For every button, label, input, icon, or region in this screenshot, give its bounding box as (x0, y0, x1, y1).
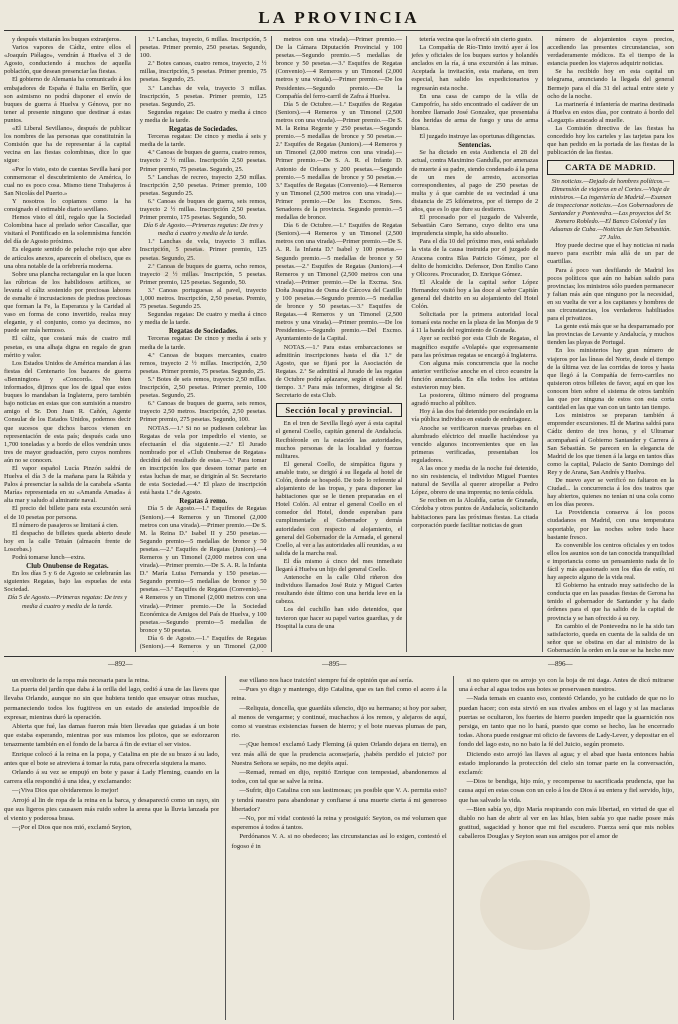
paragraph: 2.ª Botes canoas, cuatro remos, trayecto, 2 ½ millas, inscripción, 5 pesetas. Primer premio, 75 pesetas. Segundo, 25. (139, 60, 267, 84)
paragraph: El Gobierno ha entrado muy satisfecho de la conducta que en las pasadas fiestas de Gerona ha tenido el gobernador de Santander y ha dado órdenes para el que ha salido de la capital de provincia y se han ofrecido á su rey. (547, 582, 674, 622)
paragraph: En cambio el de Pontevedra no le ha sido tan satisfactorio, queda en cuenta de la salida de un señor que se obstina en dar al ministro de la Gobernación la orden en la que se ha hecho muy (547, 622, 674, 652)
paragraph: Se ha dictado en esta Audiencia el 28 del actual, contra Maximino Gandulla, por amenazas de muerte á su padre, siendo condenado á la pena de un mes de arresto, accesorias correspondientes, al pago de 250 pesetas de multa y á que cambie de su vecindad á una distancia de 25 kilómetros, por el tiempo de 2 años, que es lo que dure su destierro. (411, 149, 539, 213)
paragraph: 1.ª Lanchas de vela, trayecto 3 millas. Inscripción, 5 pesetas. Primer premio, 125 pesetas. Segundo, 25. (139, 238, 267, 262)
paragraph: Para á poco van desfilando de Madrid los pocos políticos que aún no habían salido para provincias; los ministros sólo pueden permanecer y faltan más aún que ninguno por la necesidad, en su vuelta de ver a los capitanes y hombres de sus circunstancias, los verdaderos habilitados para el privatizos. (547, 266, 674, 323)
paragraph: Segundas regatas: De cuatro y media á cinco y media de la tarde. (139, 311, 267, 327)
upper-section (4, 36, 674, 652)
paragraph: La marinería é infantería de marina destinada á Huelva en estos días, por contrato á bordo del «Legazpi» atracado al muelle. (547, 100, 674, 124)
paragraph: En una casa de campo de la villa de Campofrío, ha sido encontrado el cadáver de un hombre llamado José Gonzalez, que presentaba dos heridas de arma de fuego y una de arma blanca. (411, 92, 539, 133)
section-heading: Club Onubense de Regatas. (26, 562, 109, 571)
paragraph: Se reciben en la Alcaldía, cartas de Granada, Córdoba y otros puntos de Andalucía, solicitando habitaciones para las próximas fiestas. La citada corporación puede facilitar noticias de gran (411, 497, 539, 529)
paragraph: Terceras regatas: De cinco y media á seis y media de la tarde. (139, 335, 267, 351)
paragraph: 4.ª Canoas de buques de guerra, cuatro remos, trayecto 2 ½ millas. Inscripción 2,50 pesetas. Primer premio, 75 pesetas. Segundo, 25. (139, 149, 267, 173)
article-column-5 (542, 36, 674, 652)
boxed-section-heading: Sección local y provincial. (276, 403, 403, 417)
paragraph: NOTAS.—1.ª Si no se pudiesen celebrar las Regatas de vela por impedirlo el viento, se efectuarán el día siguiente.—2.ª El Jurado nombrado por el «Club Onubense de Regatas» decidirá del resultado de estas.—3.ª Para tomar en inscripción los que deseen tomar parte en estas luchas de mar, se dirigirán al Sr. Secretario de esta Sociedad.—4.ª El plazo de inscripción está hasta 1.º de Agosto. (139, 424, 267, 497)
paragraph: Y nosotros lo copiamos como la ha consignado el estimable diario sevillano. (4, 197, 131, 213)
paragraph: NOTAS.—1.ª Para estas embarcaciones se admitirán inscripciones hasta el día 1.º de Agosto, que se fijará por la Asociación de Regatas. 2.ª Se admitirá al Jurado de las regatas de Octubre podrá aplazarse, según el estado del tiempo. 3.ª Para más informes, dirigirse al Sr. Secretario de esta Club. (275, 343, 403, 400)
page-number-center: —895— (322, 660, 347, 668)
paragraph: Orlando á su vez se empujó en bote y pasar á Lady Fleming, cuando en la carrera ella respondió á una idea, y exclamando: (4, 769, 220, 786)
paragraph: Varios vapores de Cádiz, entre ellos el «Joaquín Piélago», vendrán á Huelva el 3 de Agosto, conduciendo á muchos de aquella población, que desean presenciar las fiestas. (4, 44, 131, 76)
paragraph: —Remad, remad en dijo, repitió Enrique con tempestad, abandonemos al todos, con tal que se salve la reina. (231, 769, 447, 786)
paragraph: un envoltorio de la ropa más necesaria para la reina. (12, 677, 150, 684)
paragraph: Con alguna más concurrencia que la noche anterior verificóse anoche en el circo ecuestre la función anunciada. En ella todos los artistas estuvieron muy bien. (411, 359, 539, 392)
paragraph: Antenoche en la calle Olid riñeron dos individuos llamados José Ruiz y Miguel Cartes resultando éste último con una herida leve en la cabeza. (275, 574, 403, 606)
paragraph: —¡Por el Dios que nos mió, exclamó Seyton, (12, 824, 132, 832)
paragraph: 3.ª Canoas portuguesas al pavel, trayecto 1,000 metros. Inscripción, 2,50 pesetas. Premio, 75 pesetas. Segundo 25. (139, 286, 267, 311)
paragraph: El vapor español Lucía Pinzón saldrá de Huelva el día 3 de la mañana para la Rábida y Palos á presenciar la salida de la carabela «Santa María» representada en su «Amanda Amada» á alta mar y saludo al almirante naval. (4, 464, 131, 505)
paragraph: El gobierno de Alemania ha comunicado á los embajadores de España é Italia en Berlín, que son asimismo no podrá disponer el envío de buques de guerra á Huelva y Génova, por no tener al presente ninguno que destinar á estas puntos. (4, 76, 131, 124)
paragraph: Hemos visto el útil, regalo que la Sociedad Colombina hace al prelado señor Cascallar, que visitará el Pontificado en la solemnísima función del día de Agosto próximo. (4, 214, 131, 246)
paragraph: Día 6 de Agosto.—1.ª Esquifes de Regatas (Seniors).—4 Remeros y un Timonel (2,000 (139, 634, 267, 651)
paragraph: La Comisión directiva de las fiestas ha concedido hoy los carteles y las tarjetas para los que han pedido en la portada de las fiestas de la publicación de las fiestas. (547, 125, 674, 157)
paragraph: 5.ª Lanchas de recreo, trayecto 2,50 millas. Inscripción 2,50 pesetas. Primer premio, 100 pesetas. Segundo 25. (139, 173, 267, 197)
paragraph: Es convenible los centros oficiales y en todos ellos los asuntos son de tan conocida tranquilidad e importancia como un pensamiento nada de lo fácil y más apasionado son los días de estío, ni hay aspecto alguno de la vida real. (547, 541, 674, 582)
paragraph: En los días 5 y 6 de Agosto se celebrarán las siguientes Regatas, bajo las espuelas de esta Sociedad. (4, 570, 131, 594)
paragraph: Los del cuchillo han sido detenidos, que tuvieron que hacer su papel varios guardias, y de Hospital la cura de una (275, 606, 403, 630)
paragraph: Perdónanos V. A. si no obedeceo; las circunstancias así lo exigen, contestó el fogoso é in (231, 833, 447, 850)
article-column-2 (135, 36, 267, 652)
paragraph: El Alcalde de la capital señor López Hernandez visitó hoy a las doce al señor Capitán general del distrito en su alojamiento del Hotel Colón. (411, 278, 539, 311)
paragraph: 6.ª Canoas de buques de guerra, seis remos, trayecto 2 ½ millas. Inscripción 2,50 pesetas. Primer premio, 175 pesetas. Segundo, 50. (139, 197, 267, 222)
section-divider (4, 656, 674, 657)
paragraph: El precio del billete para esta excursión será el de 10 pesetas por persona. (4, 505, 131, 521)
paragraph: «El Liberal Sevillano», después de publicar los nombres de las personas que constituirán la Comisión que ha de representar á la capital vecina en las fiestas colombinas, dice lo que sigue: (4, 125, 131, 165)
paragraph: Arrojó al lin de ropa de la reina en la barca, y desapareció como un rayo, sin que sus ligeros pies causasen más ruido sobre la arena que la lluvia lanzada por el viento y poderosa brasa. (4, 796, 220, 823)
boxed-section-heading: CARTA DE MADRID. (547, 160, 674, 174)
paragraph: Los Estados Unidos de América mandan á las fiestas del Centenario los bazares de guerra «Bennington» y «Concord». No bien informados, dijimos que los de igual que estos buques lo mandaban la Inglaterra, pero también bajo noticias en estas que con sumisión a nuestro amigo el Sr. Don Juan R. Cañón, Agente Consular de los Estados Unidos, podemos decir que sucesos que dichos barcos vienen en representación de esta país; después cada uno 1,700 toneladas y a bordo de ellos vendrán unos tres de mayor graduación, pero cuyos nombres aún no se conocen. (4, 359, 131, 464)
paragraph: La Compañía de Río-Tinto invitó ayer á los jefes y oficiales de los buques surtos y holandés anclados en la ría, á una excursión á las minas. Aceptada la invitación, esta mañana, en tren especial, han salido los expedicionarios y regresarán esta noche. (411, 44, 539, 92)
paragraph: El número de pasajeros se limitará á cien. (12, 521, 119, 529)
paragraph: 4.ª Canoas de buques mercantes, cuatro remos, trayecto 2 ½ millas. Inscripción, 2,50 pesetas. Primer premio, 75 pesetas. Segundo, 25. (139, 351, 267, 375)
paragraph: El general Coello, de simpática figura y amable trato, se dirigió á su llegada al hotel de Colón, donde se hospedó. De todo lo referente al alojamiento de las tropas, y para disponer las habitaciones que se le tienen preparadas en el Hotel Colón. Al entrar el general Coello en el comedor del Hotel, donde esperaban para cumplimentarle el Gobernador y demás autoridades con respecto al alojamiento, el general del Gobernador de la Armada, el general Coello, al ver a las autoridades allí reunidas, a su salida de la marcha real. (275, 460, 403, 557)
paragraph: El despacho de billetes queda abierto desde hoy en la calle Tetuán (almacén frente de Loscebas.) (4, 529, 131, 553)
paragraph: El procesado por el juzgado de Valverde, Sebastián Caro Serrano, cuyo delito era una imprudencia simple, ha sido absuelto. (411, 214, 539, 238)
paragraph: —¡Que hemos! exclamó Lady Fleming (á quien Orlando dejara en tierra), en vez más allá de que la prudencia aconsejaría, ¡habéis perdido el juicio? por Nuestra Señora se sepáis, no me dejéis aquí. (231, 741, 447, 767)
subheading: Sin noticias.—Dejado de hombres políticos.—Dimensión de viajeros en el Cortes.—Viaje de ministros.—La ingeniería de Madrid.—Examen de inspeccionar noticias.—Los Gobernadores de Santander y Pontevedra.—Las proyectos del Sr. Romero Robledo.—El Banco Colonial y las Aduanas de Cuba.—Noticias de San Sebastián. (548, 177, 674, 234)
paragraph: La postorera, último número del programa agradó mucho al público. (411, 392, 539, 408)
paragraph: —Bien sabía yo, dijo María respirando con más libertad, en virtud de que el diablo no han de abrir al ver en las hilas, bien sabía yo que nadie posee más gratitud, sagacidad y honor que mi fiel escudero. Fuerza será que mis nobles caballeros Douglas y Seyton sean sus amigos por el amor de (458, 805, 674, 841)
paragraph: —No, por mí vida! contestó la reina y prosiguió: Seyton, os mé volumen que esperemos á todos á tantos. (231, 815, 447, 832)
paragraph: —Sufrir, dijo Catalina con sus lastimosas; ¡es posible que V. A. permita esto? y tendrá nuestro para abandonar y confiarse á una muerte cierta á mi generoso libertador? (231, 787, 447, 813)
paragraph: Hoy á las dos fué detenido por escándalo en la vía pública individuo en estado de embriaguez. (411, 408, 539, 424)
paragraph: tetería vecina que la ofreció sin cierto gusto. (419, 36, 533, 43)
subheading: 27 Julio. (599, 234, 622, 242)
paragraph: Es elegante sentido de peluche rojo que abre de artículos anexos, apareceín el obelisco, que es una obra notable de la orfebrería moderna. (4, 246, 131, 270)
paragraph: La puerta del jardín que daba á la orilla del lago, cedió á una de las llaves que llevaba Orlando, aunque no sin que hubiera tenido que ensayar otras muchas, permaneciendo todos los fugitivos en un estado de ansiedad imposible de expresar, mientras duró la operación. (4, 686, 220, 721)
paragraph: Hoy puede decirse que el hay noticias ni nada nuevo para escribir más allá de un par de cuartillas. (547, 242, 674, 266)
paragraph: Abierta que fué, las damas fueron más bien llevadas que guiadas á un bote que estaba esperando, mientras por sus mismos los pilotos, que se esforzaron tenazmente también en el fondo de la barca á fin de evitar el ser vistos. (4, 723, 220, 749)
article-column-4 (406, 36, 538, 652)
section-heading: Regatas á remo. (179, 497, 228, 506)
paragraph: Ayer se recibió por esta Club de Regatas, el magnífico esquife «Volapié» que expresamente para las próximas regatas se encargó á Inglaterra. (411, 335, 539, 359)
paragraph: El juzgado instruye las oportunas diligencias. (419, 133, 536, 141)
paragraph: Sobre una plancha rectangular en la que lucen las rúbricas de los habilidosos artífices, se levanta el cáliz sostenido por preciosas labores de esmalte é incrustaciones de piedras preciosas que forman la Fe, la Esperanza y la Caridad al vaso en forma de cono invertido, realza muy elegante, y el conjunto, como ya decimos, no puede ser más hermoso. (4, 270, 131, 335)
paragraph: —¡Viva Dios que olvidaremos lo mejor! (12, 787, 119, 795)
paragraph: 1.ª Lanchas, trayecto, 6 millas. Inscripción, 5 pesetas. Primer premio, 250 pesetas. Segundo, 100. (139, 36, 267, 60)
page-number-left: —892— (108, 660, 133, 668)
paragraph: Enrique colocó á la reina en la popa, y Catalina en pie de su brazo á su lado, antes que el bote se atreviera á tomar la ruta, para ofrecerla siquiera la mano. (4, 750, 220, 767)
paragraph: si no quiero que os arrojo yo con la boja de mi daga. Antes de dicó mitrarse una á echar al agua todos sus botes se preservasen nuestros. (458, 677, 674, 694)
paragraph: y después visitarán los buques extranjeros. (12, 36, 121, 43)
page-number-row (0, 660, 678, 672)
paragraph: 2.ª Canoas de buques de guerra, ocho remos, trayecto 2 ½ millas. Inscripción, 5 pesetas. Primer premio, 125 pesetas. Segundo, 50. (139, 262, 267, 286)
paragraph: La gente está más que se ha desparramado por las provincias de Levante y Andalucía, y muchos tienden las playas de Portugal. (547, 323, 674, 347)
paragraph: El cáliz, que costará más de cuatro mil pesetas, es una alhaja digna en regalo de gran mérito y valor. (4, 335, 131, 359)
paragraph: Terceras regatas: De cinco y media á seis y media de la tarde. (139, 133, 267, 149)
subheading: Día 6 de Agosto.—Primeras regatas: De tres y media á cuatro y media de la tarde. (143, 222, 263, 238)
paragraph: El día mismo á cinco del mes inmediato llegará á Huelva un hijo del general Coello. (275, 557, 403, 573)
paragraph: Día 6 de Octubre.—1.ª Esquifes de Regatas (Seniors).—4 Remeros y un Timonel (2,500 metros con una virada).—Primer premio.—De S. A. R. la Infanta D.ª Isabel y 100 pesetas.—Segundo premio.—5 medallas de bronce y 50 pesetas.—2.ª Esquifes de Regatas (Juniors).—4 Remeros y un Timonel (2,500 metros con una virada).—Primer premio.—De la Excma. Sra. Doña Joaquina de Osma de Cárcova del Castillo y 100 pesetas.—Segundo premio.—5 medallas de bronce y 50 pesetas.—3.ª Esquifes de Regatas.—4 Remeros y un Timonel (2,500 metros y una virada).—Primer premio.—De los Presidentes.—Segundo premio.—Del Excmo. Ayuntamiento de la Capital. (275, 222, 403, 343)
serial-column-3 (453, 676, 674, 1020)
paragraph: —Dios te bendiga, hijo mío, y recompense tu sacrificada prudencia, que ha causa aquí en estas cosas con un celo á los de Dios á su entera y fiel servido, hijo, que has salvado la vida. (458, 778, 674, 804)
paragraph: Diciendo esto arrojó las llaves al agua; y el abad que hasta entonces había estado implorando la protección del cielo sin tomar parte en la conversación, exclamó: (458, 750, 674, 777)
serial-column-2 (225, 676, 446, 1020)
paragraph: De nuevo ayer se verificó no faltaron en la Ciudad... la concurrencia á los dos teatros que hay abiertos, quienes no tenían ni una cola como en los días peores. (547, 476, 674, 509)
paragraph: Para el día 10 del próximo mes, está señalado la vista de la causa instruida por el juzgado de Aracena contra Blas Patricio Gómez, por el delito de homicidio. Defensor, Don Emilio Cano y Olicores. Procurador, D. Enrique Gómez. (411, 238, 539, 278)
paragraph: 5.ª Botes de seis remos, trayecto 2,50 millas. Inscripción, 2,50 pesetas. Primer premio, 100 pesetas. Segundo, 25. (139, 375, 267, 400)
paragraph: Podrá tomarse lunch—extra. (12, 554, 86, 561)
top-rule (4, 30, 674, 31)
section-heading: Sentencias. (458, 141, 492, 150)
article-column-1 (4, 36, 131, 652)
paragraph: 6.ª Canoas de buques de guerra, seis remos, trayecto 2,50 metros. Inscripción, 2,50 pesetas. Primer premio, 275 pesetas. Segundo, 100. (139, 400, 267, 424)
paragraph: —Pues yo digo y mantengo, dijo Catalina, que es tan fiel como el acero á la reina. (231, 686, 447, 703)
section-heading: Regatas de Sociedades. (168, 327, 238, 336)
paragraph: Se ha recibido hoy en esta capital un telegrama, anunciando la llegada del general Bermejo para el día 31 del actual entre siete y ocho de la noche. (547, 68, 674, 100)
serial-column-1 (4, 676, 219, 1020)
paragraph: Día 5 de Octubre.—1.ª Esquifes de Regatas (Seniors).—4 Remeros y un Timonel (2,500 metros con una virada).—Primer premio.—De S. M. la Reina Regente y 250 pesetas.—Segundo premio.—5 medallas de bronce y 50 pesetas.—2.ª Esquifes de Regatas (Juniors).—4 Remeros y un Timonel (2,000 metros con una virada).—Primer premio.—De S. A. R. el Infante D. Antonio de Orleans y 200 pesetas.—Segundo premio.—5 medallas de bronce y 50 pesetas.—3.ª Esquifes de Regatas (Convenio).—4 Remeros y un Timonel (2,500 metros con una virada).—Primer premio.—De los Excmos. Sres. Senadores de la provincia. Segundo premio.—5 medallas de bronce. (275, 100, 403, 222)
paragraph: La Providencia conserva á los pocos ciudadanos en Madrid, con una temperatura soportable, por las noches sobre todo hace bastante fresco. (547, 509, 674, 541)
paragraph: —Nada temais en cuanto eso, contestó Orlando, yo he cuidado de que no lo puedan hacer; con esta sirvió en sus rivales ambos en el lago y si las maclaras puertas se ocultaron, los fuertes de hierro pueden impedir que la guarnición nos persiga, en tanto que no lo hará, puesto que como se hecho, las he encerrado todas. Ahora puede resignar mi oficio de favores de Lady-Lever, y depositar en el fondo del lago esto, no no baio la fé del Juicio, según prometo. (458, 695, 674, 749)
article-column-3 (271, 36, 403, 652)
paragraph: En el tren de Sevilla llegó ayer á esta capital el general Coello, capitán general de Andalucía. Recibiéronle en la estación las autoridades, muchos personas de la localidad y fuerzas militares. (275, 420, 403, 460)
paragraph: metros con una virada).—Primer premio.—De la Cámara Diputación Provincial y 100 pesetas.—Segundo premio.—5 medallas de bronce y 50 pesetas.—3.ª Esquifes de Regatas (Convenio).—4 Remeros y un Timonel (2,000 metros y una virada).—Primer premio.—De los Presidentes.—Segundo premio.—De la Compañía del ferro-carril de Zafra á Huelva. (275, 36, 403, 100)
page-number-right: —896— (548, 660, 573, 668)
paragraph: 3.ª Lanchas de vela, trayecto 3 millas. Inscripción, 5 pesetas. Primer premio, 125 pesetas. Segundo, 25. (139, 84, 267, 108)
masthead-title: LA PROVINCIA (258, 8, 420, 27)
paragraph: A las once y media de la noche fué detenido, no sin resistencia, el individuo Miguel Fuentes natural de Sevilla al querer atropellar a Pedro López, obrero de una imprenta; no tenía cédula. (411, 464, 539, 497)
paragraph: —Reliquia, doncella, que guardáis silencio, dijo su hermano; si hoy por saber, al menos de vengarme; y continué, muchachos á los remos, y alejaros de aquí, como si vuestras existencias fuesen de hierro; y el bote nuevas plumas de pan, rio. (231, 704, 447, 740)
paragraph: «Por lo visto, esto de cuentas Sevilla hará por conmemorar el descubrimiento de América, lo cual no es poco cosa. Mismo tiene Trabajeros á San Nicolás del Puerto.» (4, 165, 131, 197)
paragraph: Solicitada por la primera autoridad local tomará esta noche en la plaza de las Monjas de 9 á 11 la banda del regimiento de Granada. (411, 311, 539, 335)
paragraph: ese villano nos hace traición! siempre fuí de opinión que así sería. (239, 677, 414, 684)
paragraph: Día 5 de Agosto.—1.ª Esquifes de Regatas (Seniors).—4 Remeros y un Timonel (2,000 metros con una virada).—Primer premio.—De S. M. la Reina D.ª Isabel II y 250 pesetas.—Segundo premio—5 medallas de bronce y 50 pesetas.—2.ª Esquifes de Regatas (Juniors).—4 Remeros y un Timonel (2,000 metros con una virada).—Primer premio.—De S. A. R. la Infanta D.ª María Luisa Fernanda y 150 pesetas.—Segundo premio—5 medallas de bronce y 50 pesetas.—3.ª Esquifes de Regatas (Convenio).—4 Remeros y un Timonel (2,000 metros con una virada).—Primer premio.—De la Sociedad Económica de Amigos del País de Huelva, y 100 pesetas.—Segundo premio—5 medallas de bronce y 50 pesetas. (139, 505, 267, 634)
subheading: Día 5 de Agosto.—Primeras regatas: De tres y media á cuatro y media de la tarde. (7, 594, 128, 610)
paragraph: Anoche se verificaron nuevas pruebas en el alumbrado eléctrico del muelle haciéndose ya vencido algunos inconvenientes que en las primeras verificadas, presentaban los reguladores. (411, 424, 539, 464)
section-heading: Regatas de Sociedades. (168, 125, 238, 134)
paragraph: Los ministros se preparan también á emprender excursiones. El de Marina saldrá para Cádiz dentro de tres horas, y el Ultramar acompañará al Gobierno Santander y Carrera á San Sebastián. Se parecen en la elegancia de Madrid de los que tienen á la larga en tantos días como la capital, Palacio de Santo Domingo del Rey y de Arana, San Andrés y Huelva. (547, 412, 674, 476)
paragraph: número de alojamientos cuyos precios, accediendo las presentes circunstancias, son verdaderamente módicos. Es el tiempo de la estancia pueden los viajeros adquirir noticias. (547, 36, 674, 68)
paragraph: Segundas regatas: De cuatro y media á cinco y media de la tarde. (139, 108, 267, 124)
lower-section (4, 676, 674, 1020)
paragraph: En los ministerios hay gran número de viajeros por las líneas del Norte, desde el tiempo de la última vez de las corridas de toros y hasta que llegó á la Compañía de ferro-carriles no quisieron otros billetes de favor, aquí en que los conocen bien sobre el sistema de otros también las que por ninguna de estos con esta corta cantidad en las que van con un tanto tan tiempo. (547, 347, 674, 412)
